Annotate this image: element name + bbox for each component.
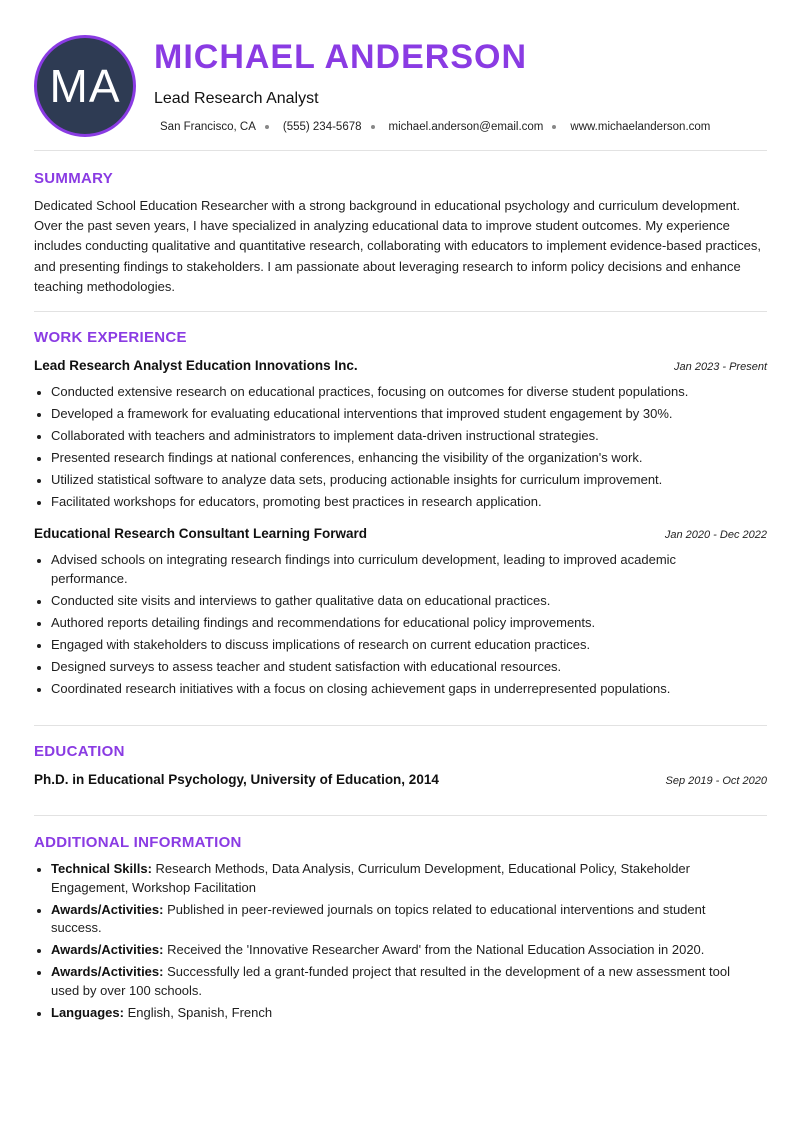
job-header: [34, 358, 767, 373]
contact-location: San Francisco, CA: [160, 121, 256, 133]
list-item: • Utilized statistical software to analyze data sets, producing actionable insights for curriculum improvement.: [51, 471, 751, 490]
list-item: • Conducted extensive research on educational practices, focusing on outcomes for diverse student populations.: [51, 383, 751, 402]
item-label: Awards/Activities:: [51, 964, 164, 980]
item-text: Research Methods, Data Analysis, Curriculum Development, Educational Policy, Stakeholder Engagement, Workshop Facilitation: [51, 861, 690, 895]
candidate-name: MICHAEL ANDERSON: [154, 38, 528, 76]
job-bullets: [34, 383, 751, 516]
additional-list: [34, 860, 751, 1026]
list-item: • Presented research findings at national conferences, enhancing the visibility of the organization's work.: [51, 449, 751, 468]
list-item: • Advised schools on integrating research findings into curriculum development, leading to improved academic performance.: [51, 551, 751, 588]
avatar: [34, 35, 136, 137]
education-dates: Sep 2019 - Oct 2020: [665, 775, 767, 787]
avatar-initials: MA: [49, 60, 121, 112]
job-dates: Jan 2020 - Dec 2022: [664, 529, 767, 541]
job-title: Lead Research Analyst Education Innovations Inc.: [34, 358, 358, 373]
resume-header: [0, 0, 800, 150]
divider: [34, 815, 767, 816]
item-label: Awards/Activities:: [51, 942, 164, 958]
contact-email[interactable]: michael.anderson@email.com: [388, 121, 544, 133]
list-item: • Conducted site visits and interviews to gather qualitative data on educational practices.: [51, 592, 751, 611]
education-row: [34, 772, 767, 787]
job-bullets: [34, 551, 751, 702]
item-label: Technical Skills:: [51, 861, 152, 876]
item-text: English, Spanish, French: [123, 1004, 273, 1020]
additional-heading: ADDITIONAL INFORMATION: [34, 834, 242, 851]
degree: Ph.D. in Educational Psychology, University of Education, 2014: [34, 772, 439, 787]
list-item: • Authored reports detailing findings and recommendations for educational policy improvements.: [51, 614, 751, 633]
job-title: Educational Research Consultant Learning Forward: [34, 526, 368, 541]
list-item: [51, 1004, 751, 1023]
experience-heading: WORK EXPERIENCE: [34, 329, 187, 346]
job-header: [34, 526, 767, 541]
list-item: [51, 963, 751, 1000]
summary-text: Dedicated School Education Researcher with a strong background in educational psychology and curriculum development. Over the past seven years, I have specialized in analyzing educational data to improve student outcomes. My experience includes conducting qualitative and quantitative research, collaborating with educators to implement evidence-based practices, and presenting findings to stakeholders. I am passionate about leveraging research to inform policy decisions and enhance teaching methodologies.: [34, 198, 761, 294]
list-item: [51, 941, 751, 960]
divider: [34, 150, 767, 151]
job-dates: Jan 2023 - Present: [674, 361, 767, 373]
summary-heading: SUMMARY: [34, 170, 114, 187]
education-heading: EDUCATION: [34, 743, 125, 760]
list-item: • Engaged with stakeholders to discuss implications of research on current education practices.: [51, 636, 751, 655]
contact-phone: (555) 234-5678: [282, 121, 362, 133]
separator-dot: [265, 125, 269, 129]
list-item: • Collaborated with teachers and administrators to implement data-driven instructional strategies.: [51, 427, 751, 446]
divider: [34, 725, 767, 726]
divider: [34, 311, 767, 312]
list-item: • Coordinated research initiatives with a focus on closing achievement gaps in underrepresented populations.: [51, 680, 751, 699]
list-item: [51, 860, 751, 897]
candidate-title: Lead Research Analyst: [154, 90, 319, 107]
item-text: Successfully led a grant-funded project that resulted in the development of a new assessment tool used by over 100 schools.: [51, 964, 731, 998]
list-item: • Facilitated workshops for educators, promoting best practices in research application.: [51, 493, 751, 512]
item-label: Awards/Activities:: [51, 901, 164, 917]
item-text: Received the 'Innovative Researcher Award' from the National Education Association in 2020.: [163, 942, 705, 958]
list-item: [51, 901, 751, 938]
item-text: Published in peer-reviewed journals on topics related to educational interventions and student success.: [51, 901, 706, 936]
item-label: Languages:: [51, 1004, 124, 1020]
list-item: • Designed surveys to assess teacher and student satisfaction with educational resources.: [51, 658, 751, 677]
contact-website[interactable]: www.michaelanderson.com: [570, 121, 711, 133]
list-item: • Developed a framework for evaluating educational interventions that improved student engagement by 30%.: [51, 405, 751, 424]
contact-line: [160, 121, 710, 133]
separator-dot: [552, 125, 556, 129]
separator-dot: [371, 125, 375, 129]
